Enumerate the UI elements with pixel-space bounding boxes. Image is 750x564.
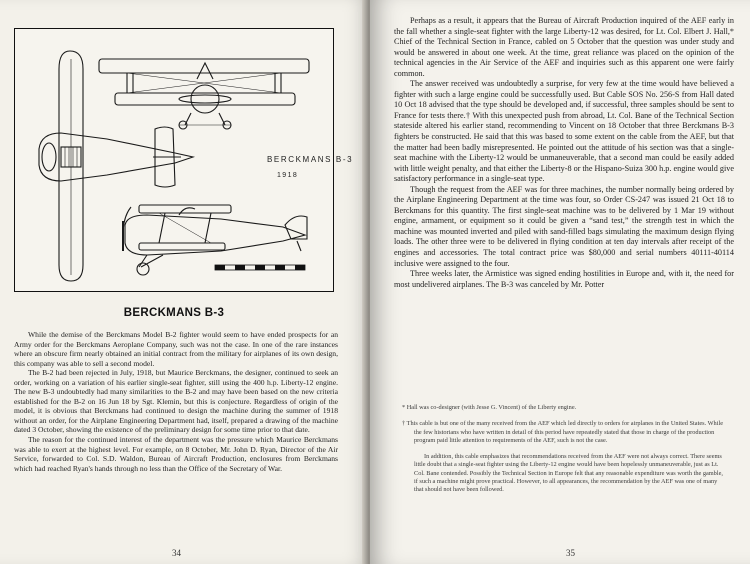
- left-body-text: [14, 330, 338, 473]
- page-number-left: 34: [172, 548, 181, 558]
- paragraph: While the demise of the Berckmans Model B-2 fighter would seem to have ended prospects for an Army order for the Berckmans Aeroplane Company, such was not the case. In one of the rare instances where an obscure firm nearly obtained an initial contract from the military for airplanes of its own design, this company was able to sell a second model.: [14, 330, 338, 368]
- aircraft-three-view-svg: [15, 29, 354, 291]
- footnote-dagger-continued: In addition, this cable emphasizes that recommendations received from the AEF were not always correct. There seems little doubt that a single-seat fighter using the Liberty-12 engine would have been hopelessly unmaneuverable, just as Lt. Col. Bane contended. Possibly the Technical Section in Europe felt that any reasonable expenditure was worth the gamble, if such a machine might prove practical. However, to all appearances, the recommendation by the AEF was one of many that should not have been followed.: [414, 453, 723, 494]
- footnote-asterisk: * Hall was co-designer (with Jesse G. Vincent) of the Liberty engine.: [402, 404, 577, 411]
- scale-bar: [215, 265, 305, 270]
- three-view-drawing: [14, 28, 354, 292]
- paragraph: Though the request from the AEF was for three machines, the number normally being ordered by the Airplane Engineering Department at the time was four, so Order CS-247 was issued 21 Oct 18 to Berckmans for this quantity. The first single-seat machine was to be delivered by 1 Mar 19 without engine, armament, or equipment so it could be given a “sand test,” the strength test in which the machine was mounted inverted and piled with sand-filled bags simulating the maximum design flying loads. The other three were to be delivered in flying condition at ten day intervals after receipt of the engines and accessories. The total contract price was $80,000 and serial numbers 40111-40114 inclusive were assigned to the four.: [394, 184, 734, 268]
- footnotes: [402, 404, 724, 495]
- footnote-dagger: † This cable is but one of the many received from the AEF which led directly to orders for airplanes in the United States. While the few historians who have written in detail of this period have repeatedly stated that those in charge of the production program paid little attention to requirements of the AEF, such is not the case.: [402, 420, 723, 444]
- drawing-label-year: 1918: [277, 172, 299, 179]
- drawing-label-name: BERCKMANS B-3: [267, 155, 354, 164]
- left-page: [0, 0, 372, 564]
- paragraph: Perhaps as a result, it appears that the Bureau of Aircraft Production inquired of the AEF early in the fall whether a single-seat fighter with the large Liberty-12 was desired, for Lt. Col. Elbert J. Hall,* Chief of the Technical Section in France, cabled on 5 October that the question was under study and would be answered in about one week. At the time, great reliance was placed on the opinion of the technical agencies in the Air Service of the AEF and inquiries such as this apparent one were fairly common.: [394, 16, 734, 78]
- figure-caption: BERCKMANS B-3: [123, 307, 225, 319]
- paragraph: The reason for the continued interest of the department was the pressure which Maurice Berckmans was able to exert at the highest level. For example, on 8 October, Mr. John D. Ryan, Director of the Air Service, forwarded to Col. S.D. Waldon, Bureau of Aircraft Production, enclosures from Berckmans which had reached Ryan's hands through no less than the Office of the Secretary of War.: [14, 435, 338, 473]
- page-number-right: 35: [566, 548, 575, 558]
- right-page: [370, 0, 750, 564]
- paragraph: Three weeks later, the Armistice was signed ending hostilities in Europe and, with it, the need for most undelivered airplanes. The B-3 was canceled by Mr. Potter: [394, 269, 734, 289]
- right-body-text: [394, 16, 734, 290]
- paragraph: The B-2 had been rejected in July, 1918, but Maurice Berckmans, the designer, continued to seek an order, working on a variation of his earlier single-seat fighter, still using the 400 h.p. Liberty-12 engine. The new B-3 undoubtedly had many similarities to the B-2 and may have been based on the new criteria established for the B-2 on 16 Jun 18 by Sgt. Klemin, but this is conjecture. Regardless of origin of the model, it is obvious that Berckmans had continued to design the machine during the summer of 1918 without an order, for the Airplane Engineering Department had, itself, prepared a drawing of the machine dated 3 October, showing the existence of the preliminary design for some time prior to that date.: [14, 368, 338, 435]
- paragraph: The answer received was undoubtedly a surprise, for very few at the time would have believed a fighter with such a large engine could be successfully used. But Cable SOS No. 256-S from Hall dated 10 Oct 18 advised that the type should be developed and, if successful, three samples should be sent to France for tests there.† With this unexpected push from abroad, Lt. Col. Bane of the Technical Section stateside altered his earlier stand, recommending to Vincent on 18 October that three Berckmans B-3 fighters be constructed. He said that this was based to some extent on the cable from the AEF, but that the matter had been badly misrepresented. He pointed out the attitude of his section was that a single-seat machine with the Liberty-12 would be unmaneuverable, that a second man could be easily added with little weight penalty, and that either the Liberty-8 or the Hispano-Suiza 300 h.p. engine would give satisfactory performance in a single-seat type.: [394, 79, 734, 184]
